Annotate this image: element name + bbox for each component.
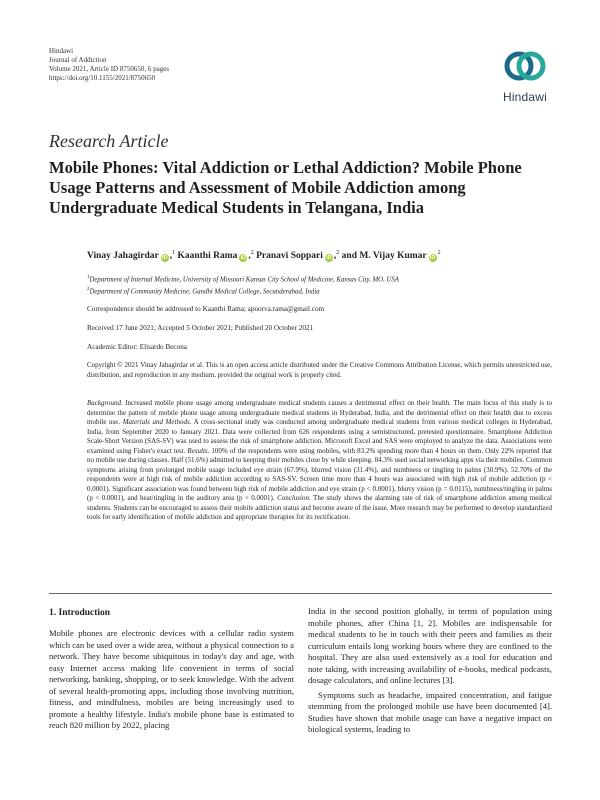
section-heading: 1. Introduction [49, 608, 111, 618]
logo-wordmark: Hindawi [502, 90, 548, 104]
abstract-background-label: Background. [87, 399, 123, 407]
author-name[interactable]: Pranavi Soppari [256, 251, 323, 262]
doi-link[interactable]: https://doi.org/10.1155/2021/8750650 [49, 74, 156, 82]
affiliation-item: $^1$Department of Internal Medicine, University of Missouri Kansas City School of Medicine, Kansas City, MO, USA [87, 275, 399, 284]
affiliation-item: $^2$Department of Community Medicine, Gandhi Medical College, Secunderabad, India [87, 287, 320, 296]
author-name[interactable]: Vinay Jahagirdar [87, 251, 159, 262]
abstract-conclusion-label: Conclusion. [277, 494, 311, 502]
abstract [87, 399, 552, 523]
orcid-icon[interactable]: iD [161, 255, 168, 262]
abstract-methods-label: Materials and Methods. [122, 418, 192, 426]
publication-dates: Received 17 June 2021; Accepted 5 October 2021; Published 20 October 2021 [87, 324, 314, 332]
intro-right-column [308, 606, 552, 736]
article-title: Mobile Phones: Vital Addiction or Lethal Addiction? Mobile Phone Usage Patterns and Assessment of Mobile Addiction among Undergraduate Medical Students in Telangana, India [49, 158, 522, 217]
orcid-icon[interactable]: iD [326, 255, 332, 262]
affiliations [87, 273, 399, 298]
journal-meta [49, 47, 169, 83]
orcid-icon[interactable]: iD [240, 255, 247, 262]
abstract-conclusion: The study shows the alarming rate of risk of smartphone addiction among medical students. Students can be encouraged to assess their mobile addiction status and become aware of the issue. More research may be performed to develop standardized tools for early identification of mobile addiction and appropriate therapies for its rectification. [87, 494, 552, 521]
author-name[interactable]: and M. Vijay Kumar [341, 251, 427, 262]
intro-paragraph: India in the second position globally, in terms of population using mobile phones, after China [1, 2]. Mobiles are indispensable for medical students to be in touch with their peers and families as their curriculum entails long working hours where they are confined to the hospital. They are also used extensively as a tool for education and note taking, with increasing availability of e-books, medical podcasts, dosage calculators, and online lectures [3]. [308, 606, 552, 685]
author-name[interactable]: Kaanthi Rama [177, 251, 238, 262]
abstract-results-label: Results. [187, 446, 210, 455]
abstract-methods: A cross-sectional study was conducted among undergraduate medical students from various medical colleges in Hyderabad, India, from September 2020 to January 2021. Data were collected from 626 respondents using a semistructured, pretested questionnaire. Smartphone Addiction Scale-Short Version (SAS-SV) was used to assess the risk of smartphone addiction. Microsoft Excel and SAS were employed to analyze the data. Associations were examined using Fisher's exact test. [87, 418, 553, 455]
orcid-icon[interactable]: iD [429, 255, 436, 262]
author-list: Vinay Jahagirdar iD ,$^1$ Kaanthi Rama iD ,$^2$ Pranavi Soppari iD ,$^2$ and M. Vijay Kumar $iD^2$ [87, 250, 441, 262]
publisher-name: Hindawi [49, 47, 74, 55]
correspondence: Correspondence should be addressed to Kaanthi Rama; apoorva.rama@gmail.com [87, 305, 325, 313]
intro-paragraph: Symptoms such as headache, impaired concentration, and fatigue stemming from the prolonged mobile use have been documented [4]. Studies have shown that mobile usage can have a negative impact on biological systems, leading to [308, 689, 552, 734]
journal-name: Journal of Addiction [49, 56, 107, 64]
abstract-background: Increased mobile phone usage among undergraduate medical students causes a detrimental effect on their health. The main focus of this study is to determine the pattern of mobile phone usage among undergraduate medical students in Hyderabad, India, and the detrimental effect on their health due to excess mobile use. [87, 399, 552, 426]
intro-paragraph: Mobile phones are electronic devices with a cellular radio system which can be used over a wide area, without a physical connection to a network. They have become ubiquitous in today's day and age, with easy Internet access making life convenient in terms of social networking, banking, shopping, or to seek knowledge. With the advent of several health-promoting apps, including those involving nutrition, fitness, and mindfulness, mobiles are being increasingly used to promote a healthy lifestyle. India's mobile phone base is estimated to reach 820 million by 2022, placing [49, 628, 294, 730]
article-type: Research Article [49, 131, 169, 151]
section-divider [49, 593, 552, 594]
abstract-results: 100% of the respondents were using mobiles, with 83.2% spending more than 4 hours on them. Only 22% reported that no mobile use during classes. Half (51.6%) admitted to keeping their mobiles close by while sleeping. 84.3% used social networking apps via their mobiles. Common symptoms arising from prolonged mobile usage included eye strain (67.9%), blurred vision (31.4%), and numbness or tingling in palms (30.9%). 52.70% of the respondents were at high risk of mobile addiction according to SAS-SV. Screen time more than 4 hours was associated with high risk of mobile addiction (p < 0.0001). Significant association was found between high risk of mobile addiction and eye strain (p < 0.0001), blurry vision (p = 0.0115), numbness/tingling in palms (p < 0.0001), and heat/tingling in the auditory area (p < 0.0001). [87, 446, 552, 502]
volume-line: Volume 2021, Article ID 8750650, 6 pages [49, 65, 170, 73]
copyright-notice: Copyright © 2021 Vinay Jahagirdar et al. This is an open access article distributed under the Creative Commons Attribution License, which permits unrestricted use, distribution, and reproduction in any medium, provided the original work is properly cited. [87, 361, 552, 379]
intro-left-column [49, 628, 294, 732]
academic-editor: Academic Editor: Elisardo Becona [87, 343, 187, 351]
